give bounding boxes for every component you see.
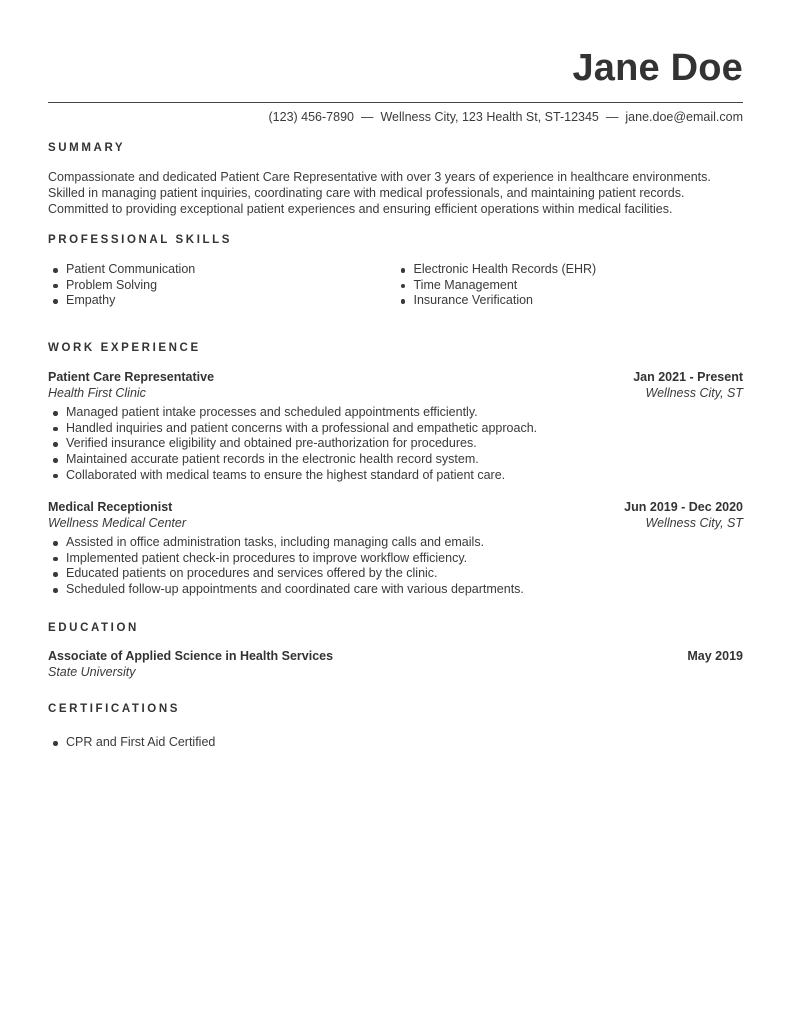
contact-email: jane.doe@email.com [625, 110, 743, 124]
skills-column-left [48, 262, 396, 309]
summary-text: Compassionate and dedicated Patient Care Representative with over 3 years of experience in healthcare environments. Skilled in managing patient inquiries, coordinating care with medical professionals, and maintaining patient records. Committed to providing exceptional patient experiences and ensuring efficient operations within medical facilities. [48, 170, 711, 216]
job-bullet: Maintained accurate patient records in the electronic health record system. [48, 452, 743, 468]
contact-address: Wellness City, 123 Health St, ST-12345 [380, 110, 599, 124]
contact-line [269, 109, 744, 125]
school-name: State University [48, 665, 136, 679]
job-bullet: Managed patient intake processes and scheduled appointments efficiently. [48, 405, 743, 421]
contact-phone: (123) 456-7890 [268, 110, 354, 124]
job-bullets [48, 535, 743, 598]
certifications-heading: CERTIFICATIONS [48, 703, 181, 715]
skills-column-right [396, 262, 744, 309]
skill-item: Insurance Verification [396, 293, 744, 309]
job-bullet: Scheduled follow-up appointments and coordinated care with various departments. [48, 582, 743, 598]
header-divider [48, 102, 743, 103]
education-entry [48, 648, 743, 680]
job-organization: Wellness Medical Center [48, 516, 187, 530]
job-bullet: Implemented patient check-in procedures to improve workflow efficiency. [48, 551, 743, 567]
experience-heading: WORK EXPERIENCE [48, 342, 201, 354]
job-dates: Jun 2019 - Dec 2020 [624, 500, 743, 514]
job-bullet: Collaborated with medical teams to ensure the highest standard of patient care. [48, 468, 743, 484]
certification-item: CPR and First Aid Certified [48, 735, 743, 751]
skill-item: Time Management [396, 278, 744, 294]
skills-heading: PROFESSIONAL SKILLS [48, 234, 233, 246]
job-bullets [48, 405, 743, 483]
summary-heading: SUMMARY [48, 142, 126, 154]
job-entry [48, 499, 743, 598]
skill-item: Electronic Health Records (EHR) [396, 262, 744, 278]
graduation-date: May 2019 [687, 649, 743, 663]
skill-item: Patient Communication [48, 262, 396, 278]
job-title: Patient Care Representative [48, 370, 215, 384]
job-bullet: Verified insurance eligibility and obtained pre-authorization for procedures. [48, 436, 743, 452]
job-title: Medical Receptionist [48, 500, 173, 514]
skill-item: Problem Solving [48, 278, 396, 294]
contact-separator: — [360, 110, 374, 124]
certification-bullets [48, 735, 743, 751]
candidate-name: Jane Doe [572, 47, 743, 89]
job-location: Wellness City, ST [645, 386, 743, 400]
job-location: Wellness City, ST [645, 516, 743, 530]
job-dates: Jan 2021 - Present [633, 370, 743, 384]
job-organization: Health First Clinic [48, 386, 146, 400]
job-bullet: Handled inquiries and patient concerns with a professional and empathetic approach. [48, 421, 743, 437]
job-bullet: Educated patients on procedures and services offered by the clinic. [48, 566, 743, 582]
skill-item: Empathy [48, 293, 396, 309]
certifications-list [48, 731, 743, 751]
job-entry [48, 369, 743, 483]
contact-separator: — [605, 110, 619, 124]
education-heading: EDUCATION [48, 622, 139, 634]
job-bullet: Assisted in office administration tasks, including managing calls and emails. [48, 535, 743, 551]
skills-list [48, 262, 743, 309]
degree-title: Associate of Applied Science in Health Services [48, 649, 334, 663]
